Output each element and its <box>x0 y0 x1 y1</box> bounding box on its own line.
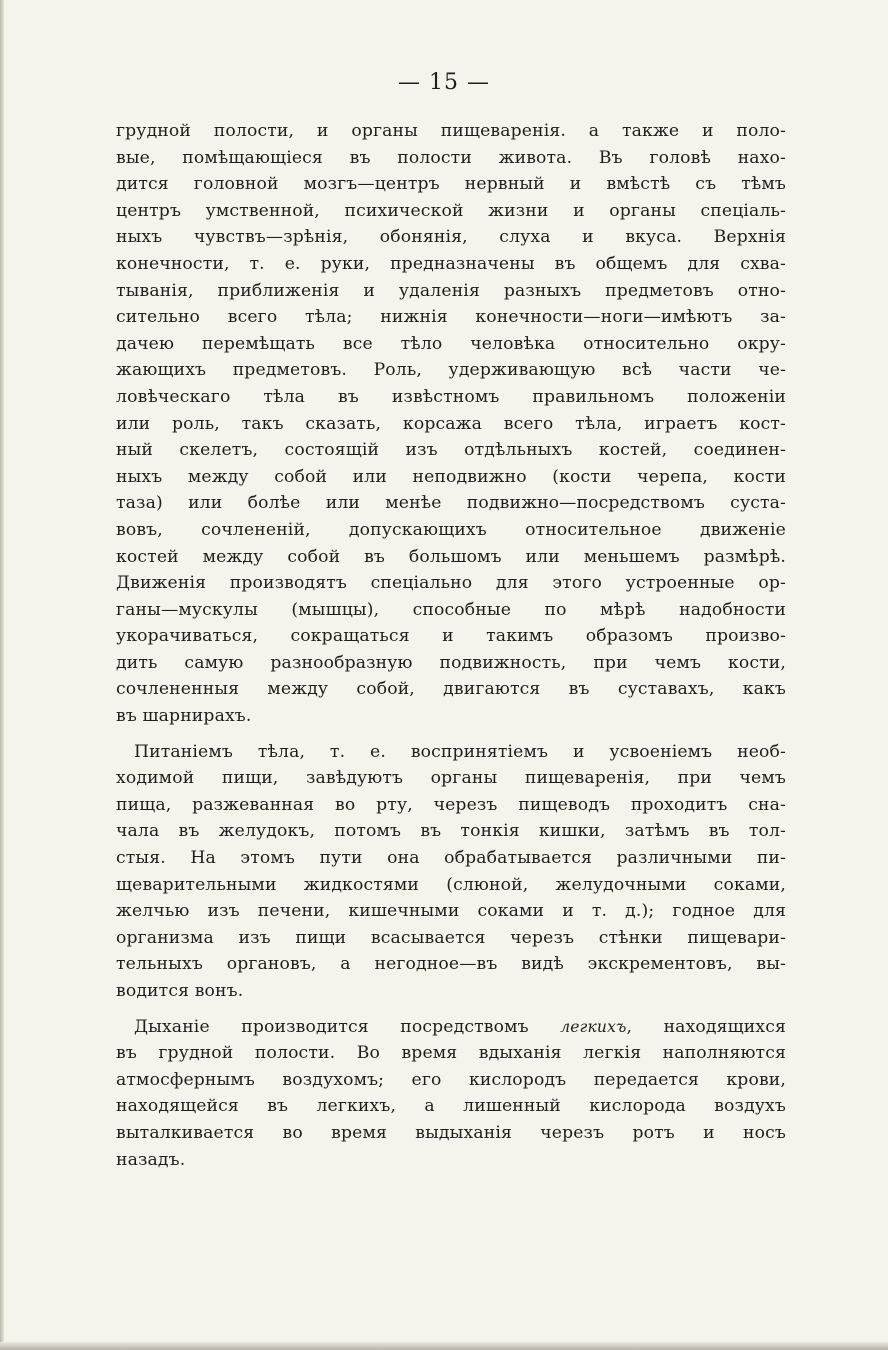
text-line: дится головной мозгъ—центръ нервный и вмѣстѣ съ тѣмъ <box>116 174 786 195</box>
text-line: чала въ желудокъ, потомъ въ тонкія кишки, затѣмъ въ тол- <box>116 821 786 842</box>
text-line: выталкивается во время выдыханія черезъ ротъ и носъ <box>116 1122 786 1143</box>
text-line: костей между собой въ большомъ или меньшемъ размѣрѣ. <box>116 546 786 567</box>
text-segment: Дыханіе производится посредствомъ <box>134 1016 561 1037</box>
text-line: ловѣческаго тѣла въ извѣстномъ правильномъ положеніи <box>116 386 786 407</box>
text-line: жающихъ предметовъ. Роль, удерживающую всѣ части че- <box>116 360 786 381</box>
text-line: дачею перемѣщать все тѣло человѣка относительно окру- <box>116 333 786 354</box>
text-line: щеварительными жидкостями (слюной, желудочными соками, <box>116 874 786 895</box>
text-line: ходимой пищи, завѣдуютъ органы пищеваренія, при чемъ <box>116 768 786 789</box>
text-line: ныхъ чувствъ—зрѣнія, обонянія, слуха и вкуса. Верхнія <box>116 227 786 248</box>
text-line: Движенія производятъ спеціально для этого устроенные ор- <box>116 573 786 594</box>
text-line: сочлененныя между собой, двигаются въ суставахъ, какъ <box>116 679 786 700</box>
text-line: назадъ. <box>116 1149 186 1170</box>
text-line: стыя. На этомъ пути она обрабатывается различными пи- <box>116 848 786 869</box>
text-line: пища, разжеванная во рту, черезъ пищеводъ проходитъ сна- <box>116 794 786 815</box>
text-line: ганы—мускулы (мышцы), способные по мѣрѣ надобности <box>116 599 786 620</box>
text-line: тельныхъ органовъ, а негодное—въ видѣ экскрементовъ, вы- <box>116 954 786 975</box>
text-line: или роль, такъ сказать, корсажа всего тѣла, играетъ кост- <box>116 413 786 434</box>
italic-term: легкихъ <box>560 1017 627 1036</box>
paragraph <box>116 118 786 730</box>
text-line: таза) или болѣе или менѣе подвижно—посредствомъ суста- <box>116 493 786 514</box>
text-line: вовъ, сочлененій, допускающихъ относительное движеніе <box>116 519 786 540</box>
text-line: сительно всего тѣла; нижнія конечности—ноги—имѣютъ за- <box>116 307 786 328</box>
text-line: въ грудной полости. Во время вдыханія легкія наполняются <box>116 1043 786 1064</box>
text-line: желчью изъ печени, кишечными соками и т. д.); годное для <box>116 901 786 922</box>
text-line: выe, помѣщающіеся въ полости живота. Въ головѣ нахо- <box>116 147 786 168</box>
text-line: водится вонъ. <box>116 981 244 1001</box>
text-line: центръ умственной, психической жизни и органы спеціаль- <box>116 200 786 221</box>
paragraph <box>116 739 786 1005</box>
text-line <box>116 1014 786 1041</box>
text-line: Питаніемъ тѣла, т. е. воспринятіемъ и усвоеніемъ необ- <box>134 741 786 762</box>
text-line: грудной полости, и органы пищеваренія. а также и поло- <box>116 121 786 141</box>
text-line: организма изъ пищи всасывается черезъ стѣнки пищевари- <box>116 927 786 948</box>
text-line: дить самую разнообразную подвижность, при чемъ кости, <box>116 652 786 673</box>
text-line: конечности, т. е. руки, предназначены въ общемъ для схва- <box>116 253 786 274</box>
text-line: находящейся въ легкихъ, а лишенный кислорода воздухъ <box>116 1096 786 1117</box>
text-line: атмосфернымъ воздухомъ; его кислородъ передается крови, <box>116 1069 786 1090</box>
page-number: — 15 — <box>398 70 490 95</box>
body-text <box>116 118 786 1173</box>
text-line: ныхъ между собой или неподвижно (кости черепа, кости <box>116 466 786 487</box>
text-line: въ шарнирахъ. <box>116 706 252 727</box>
page-edge-left <box>0 0 4 1350</box>
text-line: укорачиваться, сокращаться и такимъ образомъ произво- <box>116 626 786 647</box>
paragraph-gap <box>116 1005 786 1014</box>
text-line: тыванія, приближенія и удаленія разныхъ предметовъ отно- <box>116 280 786 301</box>
page-edge-bottom <box>0 1342 888 1350</box>
text-segment: , находящихся <box>626 1016 786 1037</box>
text-line: ный скелетъ, состоящій изъ отдѣльныхъ костей, соединен- <box>116 440 786 461</box>
paragraph-gap <box>116 730 786 739</box>
paragraph <box>116 1014 786 1174</box>
